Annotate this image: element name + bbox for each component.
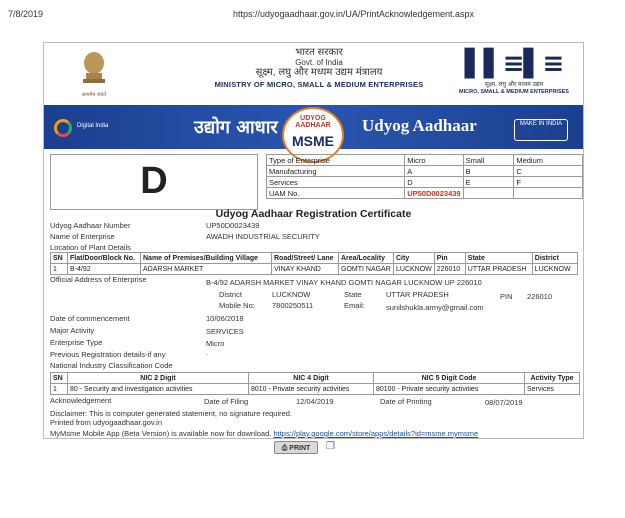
col-activity-type: Activity Type: [525, 373, 580, 384]
official-address-label: Official Address of Enterprise: [50, 275, 147, 284]
print-button[interactable]: [274, 441, 318, 454]
ministry-english: MINISTRY OF MICRO, SMALL & MEDIUM ENTERPRISES: [214, 80, 424, 89]
commencement-label: Date of commencement: [50, 314, 130, 323]
prev-registration-value: -: [206, 350, 209, 359]
type-medium: Medium: [514, 155, 583, 166]
enterprise-type-label: Enterprise Type: [50, 338, 103, 347]
state-label: State: [344, 290, 362, 299]
digital-india-text: Digital India: [77, 123, 109, 129]
cell-premises: ADARSH MARKET: [141, 264, 272, 275]
enterprise-name-label: Name of Enterprise: [50, 232, 115, 241]
govt-english: Govt. of India: [295, 58, 343, 67]
table-header-row: [51, 373, 580, 384]
services-small: E: [463, 177, 514, 188]
table-row: [267, 188, 583, 199]
col-city: City: [394, 253, 435, 264]
disclaimer-text: Disclaimer: This is computer generated statement, no signature required.: [50, 409, 293, 418]
cell-road: VINAY KHAND: [272, 264, 339, 275]
table-row: [267, 155, 583, 166]
type-label: Type of Enterprise: [267, 155, 405, 166]
prev-registration-label: Previous Registration details-if any: [50, 350, 166, 359]
certificate-title: Udyog Aadhaar Registration Certificate: [215, 208, 412, 220]
udyog-aadhaar-english: Udyog Aadhaar: [362, 116, 477, 135]
printed-from-text: Printed from udyogaadhaar.gov.in: [50, 418, 163, 427]
table-header-row: [51, 253, 578, 264]
col-sn: SN: [51, 253, 68, 264]
ministry-hindi: सूक्ष्म, लघु और मध्यम उद्यम मंत्रालय: [255, 67, 383, 78]
page-url: https://udyogaadhaar.gov.in/UA/PrintAcknowledgement.aspx: [233, 9, 474, 19]
acknowledgement-label: Acknowledgement: [50, 396, 112, 405]
seal-main-text: MSME: [292, 133, 334, 149]
mobile-label: Mobile No:: [219, 301, 255, 310]
printing-date-label: Date of Printing: [380, 397, 432, 406]
filing-date-label: Date of Filing: [204, 397, 249, 406]
col-area: Area/Locality: [339, 253, 394, 264]
mobile-app-text: MyMsme Mobile App (Beta Version) is available now for download.: [50, 429, 272, 438]
major-activity-label: Major Activity: [50, 326, 95, 335]
cell-pin: 226010: [434, 264, 465, 275]
make-in-india-logo: MAKE IN INDIA: [514, 119, 568, 141]
cell-nic-sn: 1: [51, 384, 68, 395]
cell-sn: 1: [51, 264, 68, 275]
state-value: UTTAR PRADESH: [386, 290, 449, 299]
uam-empty-2: [514, 188, 583, 199]
email-value: sunilshukla.army@gmail.com: [386, 303, 484, 312]
certificate-card: [43, 42, 584, 439]
nic-code-label: National Industry Classification Code: [50, 361, 173, 370]
cell-city: LUCKNOW: [394, 264, 435, 275]
cell-nic2: 80 - Security and investigation activities: [68, 384, 249, 395]
type-micro: Micro: [405, 155, 463, 166]
print-date: 7/8/2019: [8, 9, 44, 19]
mobile-value: 7800250511: [272, 301, 314, 310]
col-road: Road/Street/ Lane: [272, 253, 339, 264]
cell-area: GOMTI NAGAR: [339, 264, 394, 275]
msme-logo-english: MICRO, SMALL & MEDIUM ENTERPRISES: [459, 89, 569, 95]
emblem-caption: सत्यमेव जयते: [81, 92, 107, 98]
udyog-aadhaar-banner: [44, 105, 583, 149]
pin-value: 226010: [527, 292, 553, 301]
uam-empty-1: [463, 188, 514, 199]
col-nic5: NIC 5 Digit Code: [374, 373, 525, 384]
col-district: District: [532, 253, 577, 264]
aadhaar-number-label: Udyog Aadhaar Number: [50, 221, 131, 230]
services-micro: D: [405, 177, 463, 188]
table-row: [51, 384, 580, 395]
services-label: Services: [267, 177, 405, 188]
digital-india-logo-icon: [54, 119, 72, 137]
table-row: [267, 177, 583, 188]
manufacturing-small: B: [463, 166, 514, 177]
cell-state: UTTAR PRADESH: [465, 264, 532, 275]
national-emblem-icon: [76, 49, 112, 97]
printer-icon: ⎙: [281, 445, 288, 452]
plant-location-table: [50, 252, 578, 275]
udyog-aadhaar-hindi: उद्योग आधार: [194, 117, 278, 138]
district-value: LUCKNOW: [272, 290, 311, 299]
msme-logo-hindi: सूक्ष्म, लघु और मध्यम उद्यम: [484, 82, 544, 88]
nic-table: [50, 372, 580, 395]
enterprise-name-value: AWADH INDUSTRIAL SECURITY: [206, 232, 320, 241]
filing-date-value: 12/04/2019: [296, 397, 334, 406]
manufacturing-label: Manufacturing: [267, 166, 405, 177]
cell-nic4: 8010 - Private security activities: [249, 384, 374, 395]
manufacturing-micro: A: [405, 166, 463, 177]
email-label: Email:: [344, 301, 365, 310]
ministry-header: [44, 43, 583, 106]
print-preview-icon[interactable]: ❐: [326, 441, 335, 452]
commencement-value: 10/06/2018: [206, 314, 244, 323]
col-nic4: NIC 4 Digit: [249, 373, 374, 384]
seal-top-text: UDYOG AADHAAR: [295, 115, 331, 129]
uam-number: UP50D0023439: [405, 188, 463, 199]
col-premises: Name of Premises/Building Village: [141, 253, 272, 264]
uam-label: UAM No.: [267, 188, 405, 199]
type-small: Small: [463, 155, 514, 166]
col-nic-sn: SN: [51, 373, 68, 384]
col-flat: Flat/Door/Block No.: [68, 253, 141, 264]
enterprise-type-value: Micro: [206, 339, 225, 348]
pin-label: PIN: [500, 292, 513, 301]
services-medium: F: [514, 177, 583, 188]
col-state: State: [465, 253, 532, 264]
print-button-label: PRINT: [289, 445, 311, 452]
category-letter: D: [140, 160, 168, 202]
col-pin: Pin: [434, 253, 465, 264]
enterprise-category-box: [50, 154, 258, 210]
printing-date-value: 08/07/2019: [485, 398, 523, 407]
official-address-value: B-4/92 ADARSH MARKET VINAY KHAND GOMTI NAGAR LUCKNOW UP 226010: [206, 278, 482, 287]
cell-nic5: 80100 - Private security activities: [374, 384, 525, 395]
manufacturing-medium: C: [514, 166, 583, 177]
mobile-app-notice: [50, 429, 478, 438]
plant-details-label: Location of Plant Details: [50, 243, 131, 252]
cell-flat: B-4/92: [68, 264, 141, 275]
govt-hindi: भारत सरकार: [295, 47, 343, 58]
aadhaar-number-value: UP50D0023439: [206, 221, 260, 230]
table-row: [51, 264, 578, 275]
table-row: [267, 166, 583, 177]
district-label: District: [219, 290, 242, 299]
government-title: [214, 48, 424, 90]
cell-activity-type: Services: [525, 384, 580, 395]
col-nic2: NIC 2 Digit: [68, 373, 249, 384]
msme-logo: [459, 51, 569, 99]
major-activity-value: SERVICES: [206, 327, 244, 336]
cell-district: LUCKNOW: [532, 264, 577, 275]
msme-bars-icon: ▌▌≡▌≡: [464, 49, 564, 79]
mobile-app-link[interactable]: https://play.google.com/store/apps/details?id=msme.mymsme: [273, 429, 479, 438]
enterprise-type-table: [266, 154, 583, 199]
